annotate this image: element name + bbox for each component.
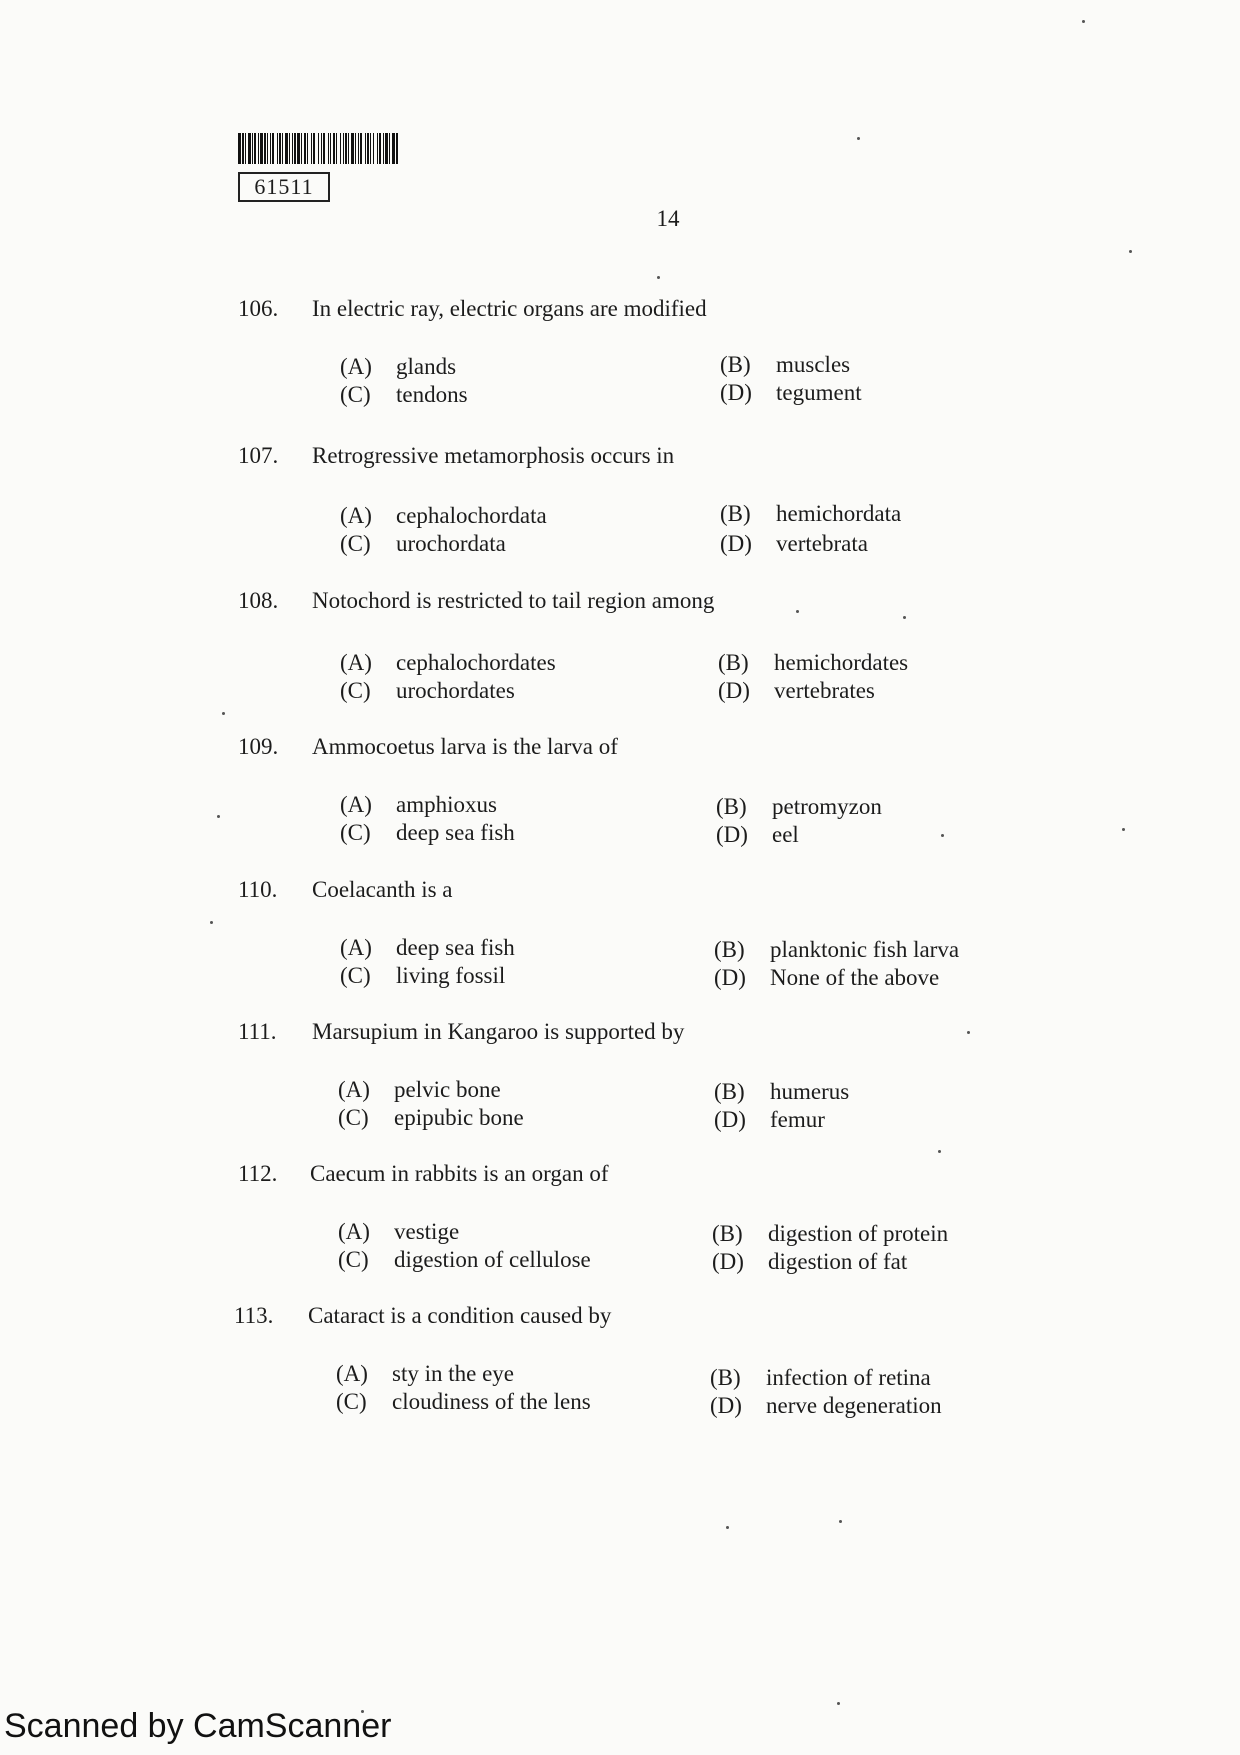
faint-stamp (935, 118, 1095, 150)
option-d: (D) vertebrates (718, 678, 875, 703)
scan-speck (967, 1031, 970, 1034)
question-text: Cataract is a condition caused by (308, 1303, 612, 1328)
scan-speck (903, 616, 906, 619)
option-b: (B) hemichordates (718, 650, 909, 675)
option-d: (D) nerve degeneration (710, 1393, 942, 1418)
question-text: Retrogressive metamorphosis occurs in (312, 443, 675, 468)
option-b: (B) muscles (720, 352, 851, 377)
scan-speck (657, 276, 660, 279)
scan-speck (839, 1520, 842, 1523)
option-b: (B) planktonic fish larva (714, 937, 960, 962)
option-a: (A) pelvic bone (338, 1077, 501, 1102)
option-a: (A) cephalochordata (340, 503, 547, 528)
question-number: 108. (238, 588, 279, 613)
scan-speck (857, 137, 860, 140)
question-number: 106. (238, 296, 279, 321)
scan-speck (1129, 250, 1132, 253)
option-d: (D) eel (716, 822, 799, 847)
scan-speck (1122, 828, 1125, 831)
scan-speck (938, 1150, 941, 1153)
scan-speck (1082, 20, 1085, 23)
option-a: (A) amphioxus (340, 792, 497, 817)
option-c: (C) living fossil (340, 963, 506, 988)
scan-speck (726, 1526, 729, 1529)
option-a: (A) glands (340, 354, 457, 379)
option-d: (D) femur (714, 1107, 825, 1132)
option-c: (C) deep sea fish (340, 820, 515, 845)
option-c: (C) cloudiness of the lens (336, 1389, 591, 1414)
scan-speck (837, 1702, 840, 1705)
option-d: (D) tegument (720, 380, 862, 405)
question-number: 110. (238, 877, 278, 902)
option-b: (B) digestion of protein (712, 1221, 949, 1246)
question-number: 111. (238, 1019, 277, 1044)
scan-speck (796, 610, 799, 613)
scan-speck (941, 834, 944, 837)
option-a: (A) sty in the eye (336, 1361, 514, 1386)
scan-speck (222, 712, 225, 715)
option-d: (D) digestion of fat (712, 1249, 908, 1274)
question-text: Coelacanth is a (312, 877, 453, 902)
option-a: (A) vestige (338, 1219, 460, 1244)
question-text: Notochord is restricted to tail region among (312, 588, 715, 613)
option-a: (A) deep sea fish (340, 935, 515, 960)
scanner-watermark (0, 1705, 500, 1755)
option-c: (C) urochordates (340, 678, 515, 703)
question-number: 112. (238, 1161, 278, 1186)
question-number: 113. (234, 1303, 274, 1328)
option-c: (C) digestion of cellulose (338, 1247, 591, 1272)
option-b: (B) infection of retina (710, 1365, 931, 1390)
option-d: (D) vertebrata (720, 531, 868, 556)
page-number: 14 (656, 206, 680, 231)
option-b: (B) petromyzon (716, 794, 882, 819)
option-c: (C) tendons (340, 382, 468, 407)
option-d: (D) None of the above (714, 965, 940, 990)
watermark-text: Scanned by CamScanner (4, 1707, 392, 1745)
paper-code: 61511 (238, 172, 330, 202)
question-number: 109. (238, 734, 279, 759)
question-text: Caecum in rabbits is an organ of (310, 1161, 609, 1186)
question-text: Marsupium in Kangaroo is supported by (312, 1019, 685, 1044)
barcode-bar (396, 133, 398, 164)
scan-speck (217, 815, 220, 818)
barcode (238, 133, 401, 164)
question-number: 107. (238, 443, 279, 468)
option-b: (B) hemichordata (720, 501, 902, 526)
option-a: (A) cephalochordates (340, 650, 556, 675)
option-c: (C) urochordata (340, 531, 506, 556)
option-b: (B) humerus (714, 1079, 850, 1104)
question-text: In electric ray, electric organs are modified (312, 296, 707, 321)
question-text: Ammocoetus larva is the larva of (312, 734, 618, 759)
option-c: (C) epipubic bone (338, 1105, 524, 1130)
scan-speck (210, 921, 213, 924)
